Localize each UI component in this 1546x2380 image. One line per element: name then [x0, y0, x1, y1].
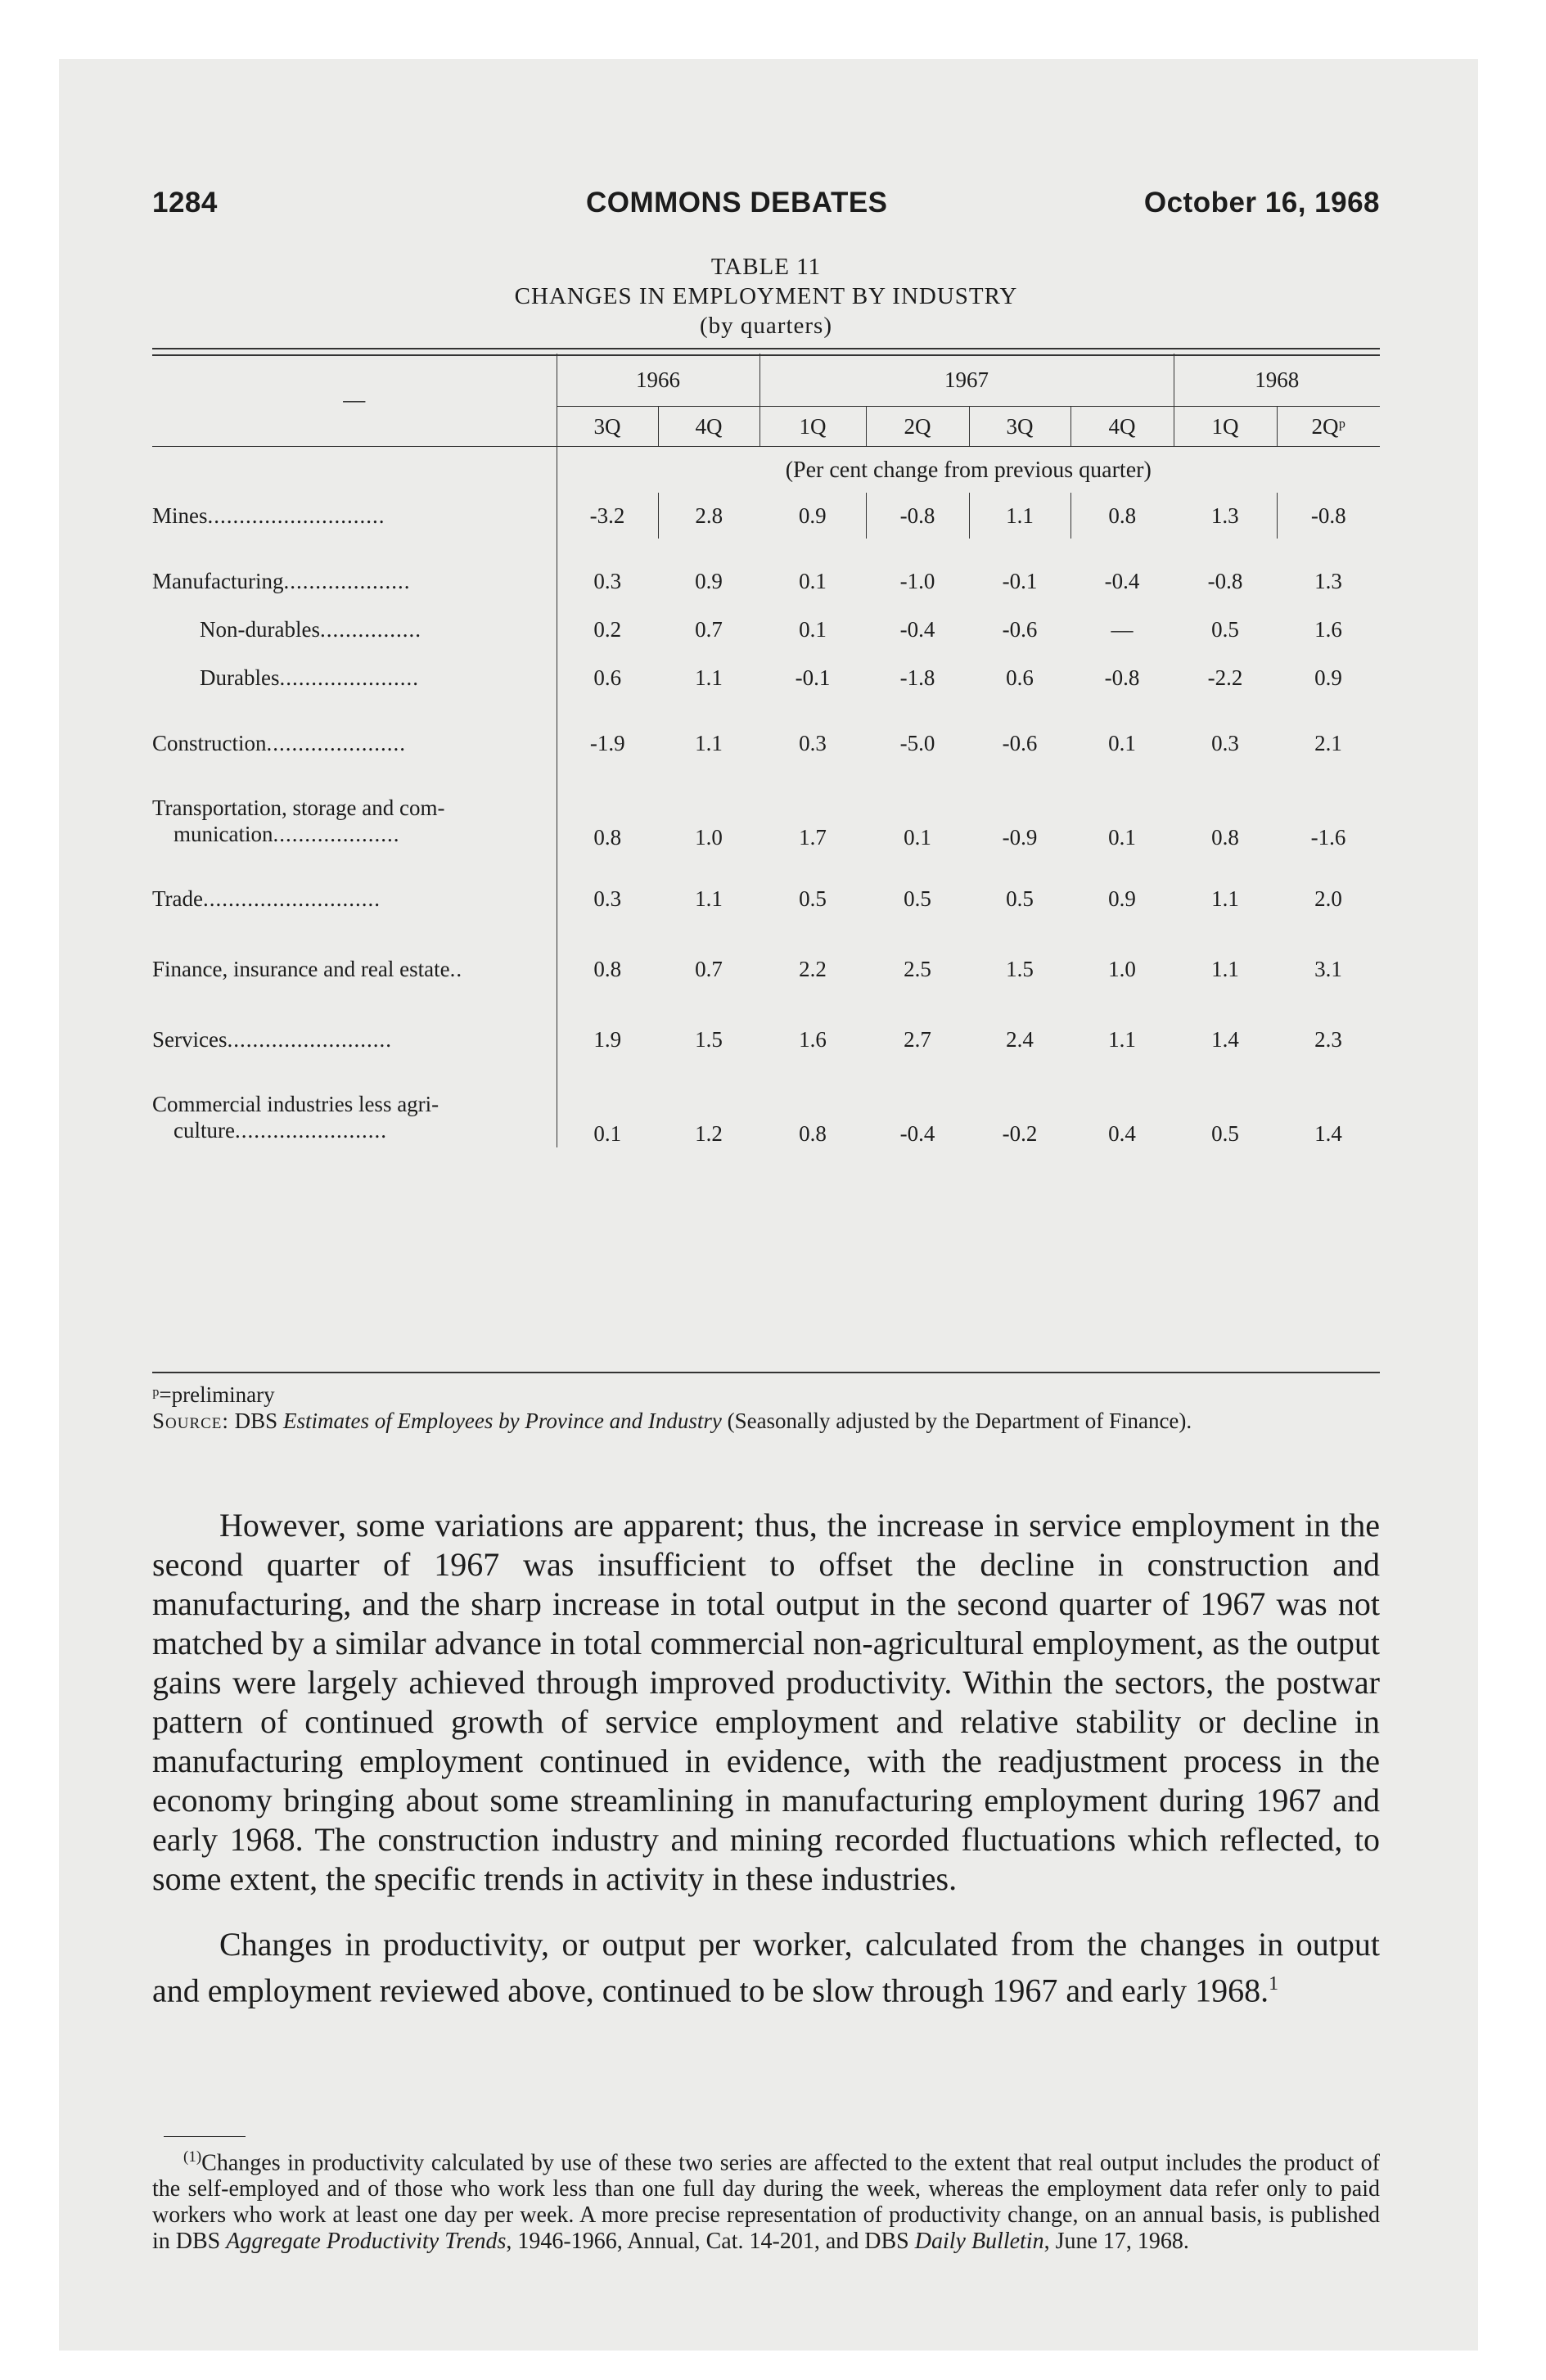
table-row: [152, 1016, 1380, 1062]
year-header: 1967: [759, 354, 1174, 407]
table-cell: 0.7: [695, 956, 723, 981]
publication-title-ref: Aggregate Productivity Trends: [226, 2229, 507, 2255]
table-cell: 1.1: [695, 730, 723, 755]
issue-date: October 16, 1968: [1143, 187, 1380, 219]
table-cell: -0.1: [795, 665, 831, 690]
table-cell: -5.0: [899, 730, 935, 755]
table-bottom-rule: [152, 1372, 1380, 1373]
table-cell: 0.2: [593, 616, 622, 642]
table-cell: 0.9: [798, 503, 827, 528]
table-cell: 2.1: [1314, 730, 1342, 755]
footnote-reference: 1: [1269, 1973, 1279, 1995]
footnote-marker: (1): [183, 2148, 202, 2166]
dot-leader: ................: [319, 616, 421, 642]
table-cell: 0.7: [695, 616, 723, 642]
running-head: [152, 180, 1380, 229]
table-cell: 2.8: [658, 493, 759, 539]
quarter-header: 4Q: [658, 407, 759, 447]
row-label: Services: [152, 1026, 228, 1052]
dot-leader: ......................: [266, 730, 406, 755]
table-row: [152, 720, 1380, 766]
quarter-header: 3Q: [969, 407, 1070, 447]
quarter-header: 4Q: [1070, 407, 1174, 447]
table-cell: -0.8: [866, 493, 969, 539]
table-cell: 0.5: [904, 886, 931, 911]
table-cell: -3.2: [589, 503, 625, 528]
quarter-header: 1Q: [759, 407, 866, 447]
table-cell: 0.1: [593, 1121, 622, 1146]
source-title: Estimates of Employees by Province and Industry: [282, 1409, 722, 1433]
table-cell: 0.9: [695, 568, 723, 593]
table-cell: 1.5: [1006, 956, 1034, 981]
table-caption: [152, 252, 1380, 340]
row-label: munication: [174, 822, 273, 846]
table-cell: 0.9: [1314, 665, 1342, 690]
table-cell: —: [1111, 616, 1134, 642]
page-number: 1284: [152, 187, 218, 219]
table-cell: 1.1: [969, 493, 1070, 539]
table-row: [152, 493, 1380, 539]
quarter-header: 2Qᵖ: [1277, 407, 1380, 447]
table-cell: -0.2: [1002, 1121, 1038, 1146]
paragraph: Changes in productivity, or output per worker, calculated from the changes in output and employment reviewed above, continued to be slow through 1967 and early 1968.$^1$: [152, 1926, 1380, 2009]
table-cell: 1.1: [1211, 886, 1239, 911]
table-cell: 0.6: [593, 665, 622, 690]
paragraph: However, some variations are apparent; thus, the increase in service employment in the second quarter of 1967 was insufficient to offset the decline in construction and manufacturing, and the sharp increase in total output in the second quarter of 1967 was not matched by a similar advance in total commercial non-agricultural employment, as the output gains were largely achieved through improved productivity. Within the sectors, the postwar pattern of continued growth of service employment and relative stability or decline in manufacturing employment continued in evidence, with the readjustment process in the economy bringing about some streamlining in manufacturing employment during 1967 and early 1968. The construction industry and mining recorded fluctuations which reflected, to some extent, the specific trends in activity in these industries.: [152, 1507, 1380, 1897]
table-cell: 0.4: [1108, 1121, 1136, 1146]
dot-leader: ..: [449, 956, 463, 981]
table-cell: 1.1: [695, 665, 723, 690]
table-cell: -0.4: [899, 1121, 935, 1146]
table-cell: 1.5: [695, 1026, 723, 1052]
table-cell: -1.0: [899, 568, 935, 593]
table-cell: 1.9: [593, 1026, 622, 1052]
table-cell: 1.6: [799, 1026, 827, 1052]
table-cell: -0.1: [1002, 568, 1038, 593]
table-notes: [152, 1382, 1380, 1434]
row-label: culture: [174, 1118, 235, 1143]
table-cell: 0.8: [799, 1121, 827, 1146]
table-cell: -0.4: [899, 616, 935, 642]
table-cell: 1.7: [799, 825, 827, 850]
table-cell: 1.1: [695, 886, 723, 911]
table-cell: 0.3: [593, 886, 622, 911]
table-cell: 2.2: [799, 956, 827, 981]
unit-note: (Per cent change from previous quarter): [785, 457, 1152, 483]
row-label: Non-durables: [200, 616, 320, 642]
table-cell: 0.1: [799, 616, 827, 642]
table-cell: 0.1: [1108, 825, 1136, 850]
table-cell: -0.9: [1002, 825, 1038, 850]
footnote: $^{(1)}$Changes in productivity calculated by use of these two series are affected to the extent that real output includes the product of the self-employed and of those who work less than one full day during the week, whereas the employment data refer only to paid workers who work at least one day per week. A more precise representation of productivity change, on an annual basis, is published in DBS Aggregate Productivity Trends, 1946-1966, Annual, Cat. 14-201, and DBS Daily Bulletin, June 17, 1968.: [152, 2148, 1380, 2255]
dot-leader: ........................: [234, 1118, 387, 1143]
table-cell: 0.8: [1211, 825, 1239, 850]
table-cell: 3.1: [1314, 956, 1342, 981]
row-label: Mines: [152, 503, 208, 528]
table-cell: -0.6: [1002, 730, 1038, 755]
table-row: [152, 604, 1380, 655]
year-header: 1966: [557, 354, 759, 407]
employment-table: [152, 354, 1380, 1147]
quarter-header: 1Q: [1174, 407, 1277, 447]
table-cell: 2.5: [904, 956, 931, 981]
table-cell: -0.8: [1277, 493, 1380, 539]
source-detail: (Seasonally adjusted by the Department of Finance).: [727, 1409, 1192, 1433]
row-label: Finance, insurance and real estate: [152, 956, 450, 981]
body-text: [152, 1506, 1380, 2036]
table-cell: 1.0: [1108, 956, 1136, 981]
table-cell: 2.7: [904, 1026, 931, 1052]
table-subtitle: (by quarters): [700, 313, 832, 339]
table-cell: 0.5: [1211, 616, 1239, 642]
source-label: Source:: [152, 1409, 229, 1433]
source-note: [152, 1408, 1380, 1434]
row-label: Manufacturing: [152, 568, 284, 593]
table-row: [152, 876, 1380, 922]
table-cell: 0.8: [1070, 493, 1174, 539]
year-header: 1968: [1174, 354, 1380, 407]
table-row: [152, 558, 1380, 604]
row-label: Trade: [152, 886, 204, 911]
table-row: [152, 655, 1380, 701]
quarter-header: 3Q: [593, 413, 621, 439]
publication-title: COMMONS DEBATES: [586, 187, 888, 219]
table-cell: 0.1: [904, 825, 931, 850]
row-label: Commercial industries less agri-: [152, 1092, 439, 1116]
dot-leader: ....................: [273, 822, 400, 846]
table-cell: 2.4: [1006, 1026, 1034, 1052]
table-cell: 0.8: [593, 825, 622, 850]
table-cell: -1.9: [589, 730, 625, 755]
table-title: CHANGES IN EMPLOYMENT BY INDUSTRY: [514, 283, 1018, 309]
table-cell: -0.6: [1002, 616, 1038, 642]
table-cell: 1.3: [1314, 568, 1342, 593]
table-cell: -0.4: [1104, 568, 1140, 593]
table-cell: 1.4: [1314, 1121, 1342, 1146]
table-cell: 1.3: [1210, 503, 1239, 528]
table-cell: 1.0: [695, 825, 723, 850]
table-cell: 0.5: [1006, 886, 1034, 911]
row-label: Transportation, storage and com-: [152, 796, 445, 820]
dot-leader: ............................: [203, 886, 381, 911]
table-cell: -1.8: [899, 665, 935, 690]
table-cell: 0.8: [593, 956, 622, 981]
table-cell: 2.3: [1314, 1026, 1342, 1052]
dot-leader: ..........................: [227, 1026, 392, 1052]
table-row: [152, 946, 1380, 992]
table-cell: 1.1: [1108, 1026, 1136, 1052]
source-agency: DBS: [234, 1409, 278, 1433]
table-cell: -0.8: [1207, 568, 1243, 593]
footnote-rule: [164, 2136, 246, 2137]
table-cell: 0.5: [799, 886, 827, 911]
publication-title-ref: Daily Bulletin: [914, 2229, 1044, 2255]
row-label: Durables: [200, 665, 280, 690]
stub-header: —: [343, 387, 366, 412]
table-cell: -2.2: [1207, 665, 1243, 690]
dot-leader: ....................: [283, 568, 411, 593]
dot-leader: ............................: [207, 503, 385, 528]
table-row: [152, 791, 1380, 851]
table-row: [152, 1087, 1380, 1147]
table-cell: 1.1: [1211, 956, 1239, 981]
preliminary-note: ᵖ=preliminary: [152, 1382, 275, 1407]
dot-leader: ......................: [279, 665, 419, 690]
table-cell: 0.6: [1006, 665, 1034, 690]
table-cell: 0.9: [1108, 886, 1136, 911]
table-cell: 0.1: [799, 568, 827, 593]
table-cell: 0.3: [799, 730, 827, 755]
table-cell: 0.1: [1108, 730, 1136, 755]
page: [152, 180, 1380, 2255]
table-cell: 0.5: [1211, 1121, 1239, 1146]
table-cell: 1.2: [695, 1121, 723, 1146]
quarter-header: 2Q: [866, 407, 969, 447]
table-cell: -1.6: [1310, 825, 1346, 850]
table-cell: 1.6: [1314, 616, 1342, 642]
row-label: Construction: [152, 730, 267, 755]
table-number: TABLE 11: [710, 254, 822, 280]
table-cell: 1.4: [1211, 1026, 1239, 1052]
table-cell: 2.0: [1314, 886, 1342, 911]
table-cell: 0.3: [593, 568, 622, 593]
table-cell: 0.3: [1211, 730, 1239, 755]
table-cell: -0.8: [1104, 665, 1140, 690]
